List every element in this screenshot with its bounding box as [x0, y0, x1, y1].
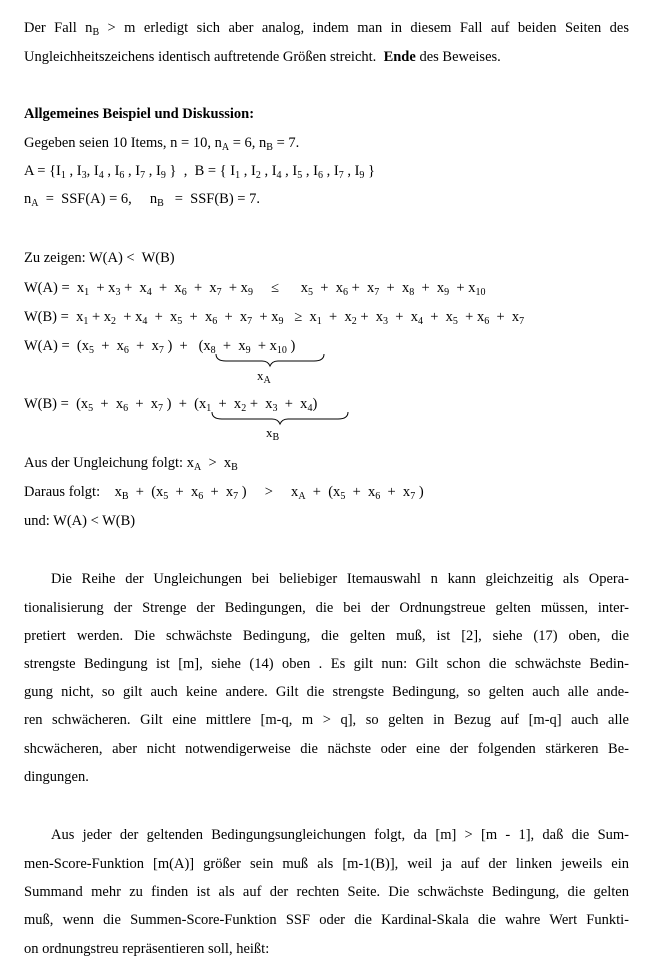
para2-line-2: men-Score-Funktion [m(A)] größer sein muß als [m-1(B)], weil ja auf der linken jeweils ein: [24, 856, 629, 872]
given-line: Gegeben seien 10 Items, n = 10, $n_A = 6$, $n_B = 7$.: [24, 135, 300, 153]
example-heading: Allgemeines Beispiel und Diskussion:: [24, 106, 255, 122]
brace-label-a: $x_A$: [257, 368, 271, 386]
intro-line-2: Ungleichheitszeichens identisch auftretende Größen streicht. Ende des Beweises.: [24, 49, 501, 65]
underbrace-b: [210, 410, 350, 426]
brace-label-b: $x_B$: [266, 425, 280, 443]
para2-line-5: on ordnungstreu repräsentieren soll, heißt:: [24, 941, 270, 957]
follows-line-2: Daraus folgt: $x_B + (x_5 + x_6 + x_7$ ) > $x_A + (x_5 + x_6 + x_7$ ): [24, 484, 424, 502]
para2-line-4: muß, wenn die Summen-Score-Funktion SSF oder die Kardinal-Skala die wahre Wert Funkti-: [24, 912, 629, 928]
underbrace-a: [214, 352, 326, 368]
para1-line-4: strengste Bedingung ist [m], siehe (14) oben . Es gilt nun: Gilt schon die schwächste Bedin-: [24, 656, 629, 672]
para1-line-1: Die Reihe der Ungleichungen bei beliebiger Itemauswahl n kann gleichzeitig als Opera-: [51, 571, 629, 587]
intro-line-1: Der Fall $n_B > m$ erledigt sich aber analog, indem man in diesem Fall auf beiden Seiten des: [24, 20, 629, 38]
equation-1: $W(A) = x_1 + x_3 + x_4 + x_6 + x_7 + x_9$ ≤ $x_5 + x_6 + x_7 + x_8 + x_9 + x_{10}$: [24, 280, 486, 298]
para1-line-2: tionalisierung der Strenge der Bedingungen, die bei der Ordnungstreue gelten müssen, inter-: [24, 600, 629, 616]
para1-line-7: shcwächeren, aber nicht notwendigerweise die nächste oder eine der folgenden stärkeren Be-: [24, 741, 629, 757]
equation-3: $W(A) = (x_5 + x_6 + x_7$ ) + ($x_8 + x_9 + x_{10}$ ): [24, 338, 296, 356]
and-line: und: W(A) < W(B): [24, 513, 136, 529]
para1-line-6: ren schwächeren. Gilt eine mittlere [m-q, m > q], so gelten in Bezug auf [m-q] auch alle: [24, 712, 629, 728]
equation-4: $W(B) = (x_5 + x_6 + x_7$ ) + $(x_1 + x_2 + x_3 + x_4)$: [24, 396, 318, 414]
equation-2: $W(B) = x_1 + x_2 + x_4 + x_5 + x_6 + x_7 + x_9 \ge x_1 + x_2 + x_3 + x_4 + x_5 + x_6 + x_7$: [24, 309, 525, 327]
sets-line: $A = \{I_1$ , $I_3$, $I_4$ , $I_6$ , $I_7$ , $I_9$ } , B = { $I_1$ , $I_2$ , $I_4$ , $I_5$ , $I_6$ , $I_7$ , $I_9$ }: [24, 163, 375, 181]
to-show-line: Zu zeigen: W(A) < W(B): [24, 250, 175, 266]
para1-line-8: dingungen.: [24, 769, 89, 785]
para1-line-5: gung nicht, so gilt auch keine andere. Gilt die strengste Bedingung, so gelten auch alle ande-: [24, 684, 629, 700]
ssf-line: $n_A = SSF(A) = 6$, $n_B = SSF(B) = 7$.: [24, 191, 260, 209]
follows-line-1: Aus der Ungleichung folgt: $x_A > x_B$: [24, 455, 238, 473]
para1-line-3: pretiert werden. Die schwächste Bedingung, die gelten muß, ist [2], siehe (17) oben, die: [24, 628, 629, 644]
para2-line-1: Aus jeder der geltenden Bedingungsungleichungen folgt, da [m] > [m - 1], daß die Sum-: [51, 827, 629, 843]
para2-line-3: Summand mehr zu finden ist als auf der rechten Seite. Die schwächste Bedingung, die gelten: [24, 884, 629, 900]
